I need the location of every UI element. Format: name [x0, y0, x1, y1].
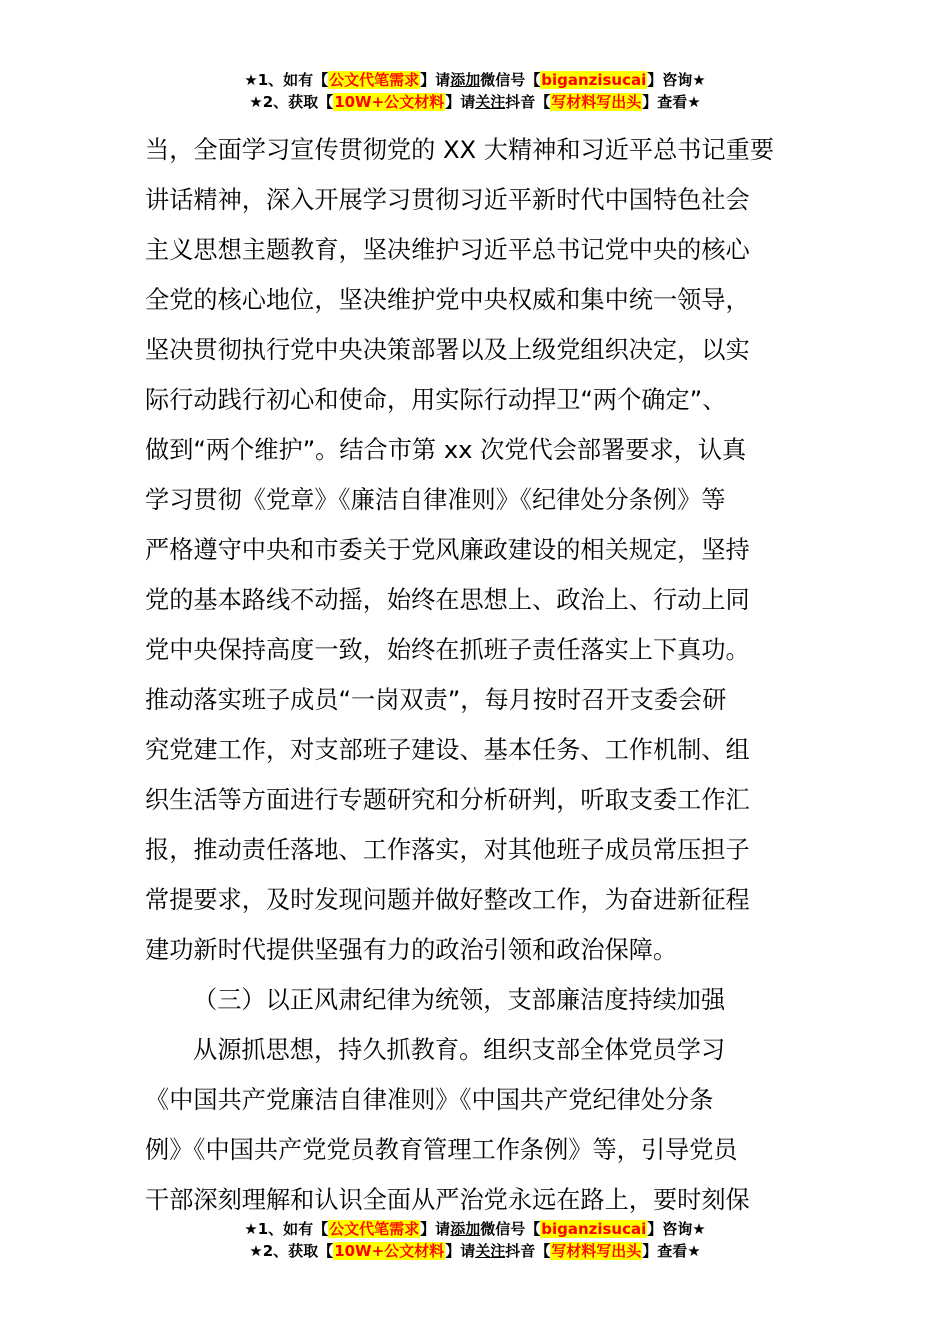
body-line: 党中央保持高度一致，始终在抓班子责任落实上下真功。: [145, 636, 750, 664]
body-line: 报，推动责任落地、工作落实，对其他班子成员常压担子: [145, 836, 750, 864]
body-line: 常提要求，及时发现问题并做好整改工作，为奋进新征程: [145, 886, 750, 914]
body-line: 际行动践行初心和使命，用实际行动捍卫“两个确定”、: [145, 386, 727, 414]
footer-banner-line-1: ★1、如有【公文代笔需求】请添加微信号【biganzisucai】咨询★: [244, 1220, 706, 1238]
douyin-account-highlight: 写材料写出头: [551, 93, 642, 111]
body-line: 究党建工作，对支部班子建设、基本任务、工作机制、组: [145, 736, 750, 764]
header-banner-line-2: ★2、获取【10W+公文材料】请关注抖音【写材料写出头】查看★: [249, 93, 701, 111]
code-writing-demand-highlight: 公文代笔需求: [329, 71, 420, 89]
materials-highlight: 10W+公文材料: [334, 1242, 445, 1260]
code-writing-demand-highlight: 公文代笔需求: [329, 1220, 420, 1238]
body-line: 建功新时代提供坚强有力的政治引领和政治保障。: [145, 936, 678, 964]
body-line: 主义思想主题教育，坚决维护习近平总书记党中央的核心: [145, 236, 750, 264]
paragraph-line: 从源抓思想，持久抓教育。组织支部全体党员学习: [193, 1036, 726, 1064]
header-banner-line-1: ★1、如有【公文代笔需求】请添加微信号【biganzisucai】咨询★: [244, 71, 706, 89]
body-line: 全党的核心地位，坚决维护党中央权威和集中统一领导，: [145, 286, 750, 314]
body-line: 推动落实班子成员“一岗双责”，每月按时召开支委会研: [145, 686, 727, 714]
header-banner: [0, 70, 950, 114]
footer-banner: [0, 1219, 950, 1263]
wechat-id-highlight: biganzisucai: [541, 71, 647, 89]
body-line: 讲话精神，深入开展学习贯彻习近平新时代中国特色社会: [145, 186, 750, 214]
paragraph-line: 《中国共产党廉洁自律准则》《中国共产党纪律处分条: [145, 1086, 714, 1114]
body-line: 学习贯彻《党章》《廉洁自律准则》《纪律处分条例》等: [145, 486, 726, 514]
wechat-id-highlight: biganzisucai: [541, 1220, 647, 1238]
body-line: 当，全面学习宣传贯彻党的 XX 大精神和习近平总书记重要: [145, 136, 775, 164]
body-line: 坚决贯彻执行党中央决策部署以及上级党组织决定，以实: [145, 336, 750, 364]
section-heading: （三）以正风肃纪律为统领，支部廉洁度持续加强: [193, 986, 726, 1014]
body-line: 严格遵守中央和市委关于党风廉政建设的相关规定，坚持: [145, 536, 750, 564]
paragraph-line: 例》《中国共产党党员教育管理工作条例》等，引导党员: [145, 1136, 738, 1164]
body-line: 织生活等方面进行专题研究和分析研判，听取支委工作汇: [145, 786, 750, 814]
body-line: 做到“两个维护”。结合市第 xx 次党代会部署要求，认真: [145, 436, 747, 464]
douyin-account-highlight: 写材料写出头: [551, 1242, 642, 1260]
document-body: [145, 125, 810, 1225]
paragraph-line: 干部深刻理解和认识全面从严治党永远在路上，要时刻保: [145, 1186, 750, 1214]
materials-highlight: 10W+公文材料: [334, 93, 445, 111]
body-line: 党的基本路线不动摇，始终在思想上、政治上、行动上同: [145, 586, 750, 614]
footer-banner-line-2: ★2、获取【10W+公文材料】请关注抖音【写材料写出头】查看★: [249, 1242, 701, 1260]
